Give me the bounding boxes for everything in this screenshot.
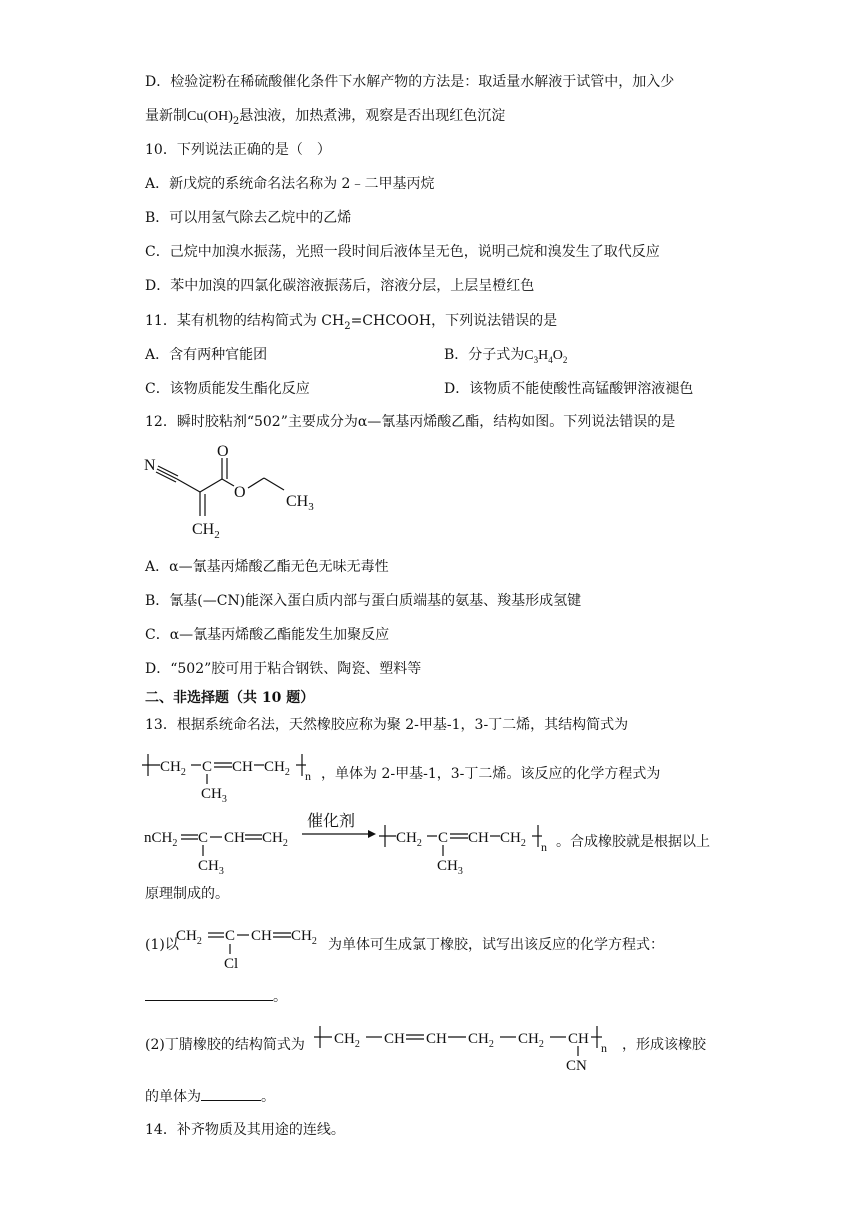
svg-text:n: n <box>541 840 547 854</box>
svg-text:n: n <box>601 1041 607 1055</box>
q10-stem: 10．下列说法正确的是（ ） <box>145 142 331 158</box>
svg-text:C: C <box>225 928 236 944</box>
q13-part1-post: 为单体可生成氯丁橡胶，试写出该反应的化学方程式： <box>328 937 664 953</box>
svg-text:CH: CH <box>251 928 272 944</box>
q10-option-d: D．苯中加溴的四氯化碳溶液振荡后，溶液分层，上层呈橙红色 <box>145 278 535 294</box>
q13-stem: 13．根据系统命名法，天然橡胶应称为聚 2-甲基-1，3-丁二烯，其结构简式为 <box>145 717 629 733</box>
svg-text:CN: CN <box>566 1058 587 1074</box>
q11-stem-sub: 2 <box>344 320 351 332</box>
svg-text:CH2: $CH_2$ <box>500 830 526 849</box>
q12-label-ch2: $CH_2$ <box>192 521 220 541</box>
q13-part1-answer-blank[interactable] <box>145 986 273 1001</box>
q13-after-equation: 。合成橡胶就是根据以上 <box>556 834 710 850</box>
svg-text:CH2: $CH_2$ <box>334 1031 360 1050</box>
q13-part1-pre: (1)以 <box>145 937 179 953</box>
q13-part2-end: 。 <box>261 1089 275 1105</box>
q11-b-formula: $C_3H_4O_2$ <box>524 348 568 365</box>
q12-label-ch3: $CH_3$ <box>286 493 314 513</box>
q9-option-d-line1: D．检验淀粉在稀硫酸催化条件下水解产物的方法是：取适量水解液于试管中，加入少 <box>145 74 675 90</box>
q11-stem-pre: 11．某有机物的结构简式为 CH <box>145 313 345 329</box>
svg-text:CH2: $CH_2$ <box>262 830 288 849</box>
q13-part1-answer-line <box>145 986 287 1007</box>
q13-part2-line2-text: 的单体为 <box>145 1089 201 1105</box>
q12-option-a: A．α—氰基丙烯酸乙酯无色无味无毒性 <box>145 559 389 575</box>
svg-text:CH2: $CH_2$ <box>396 830 422 849</box>
q13-chloroprene-monomer <box>174 918 330 974</box>
q9-option-d-line2 <box>145 106 505 132</box>
q12-label-n: N <box>144 457 156 474</box>
svg-text:CH3: $CH_3$ <box>198 858 224 874</box>
q13-natural-rubber-formula <box>140 746 320 804</box>
svg-text:CH2: $CH_2$ <box>291 928 317 947</box>
svg-text:C: C <box>438 830 449 846</box>
svg-text:C: C <box>202 759 213 775</box>
svg-text:CH: CH <box>426 1031 447 1047</box>
svg-text:n: n <box>305 769 311 783</box>
q12-structure-diagram <box>140 440 340 545</box>
q13-reaction-equation <box>140 806 560 874</box>
svg-text:CH2: $CH_2$ <box>160 759 186 778</box>
q11-option-d: D．该物质不能使酸性高锰酸钾溶液褪色 <box>444 381 694 397</box>
q9-d-pre: 量新制 <box>145 108 187 124</box>
q12-stem: 12．瞬时胶粘剂“502”主要成分为α—氰基丙烯酸乙酯，结构如图。下列说法错误的是 <box>145 414 676 430</box>
svg-text:CH: CH <box>384 1031 405 1047</box>
q11-option-a: A．含有两种官能团 <box>145 347 268 363</box>
q13-part2-post: ，形成该橡胶 <box>622 1037 706 1053</box>
section-heading-nonchoice: 二、非选择题（共 10 题） <box>145 690 315 706</box>
svg-text:CH3: $CH_3$ <box>437 858 463 874</box>
q11-stem-post: =CHCOOH，下列说法错误的是 <box>350 313 558 329</box>
q9-d-formula-sub: 2 <box>232 115 240 127</box>
q14-stem: 14．补齐物质及其用途的连线。 <box>145 1122 345 1138</box>
q9-d-post: 悬浊液，加热煮沸，观察是否出现红色沉淀 <box>239 108 506 124</box>
q10-option-b: B．可以用氢气除去乙烷中的乙烯 <box>145 210 352 226</box>
q10-option-c: C．己烷中加溴水振荡，光照一段时间后液体呈无色，说明己烷和溴发生了取代反应 <box>145 244 660 260</box>
q12-label-o-ester: O <box>234 484 246 501</box>
svg-text:CH: CH <box>224 830 245 846</box>
svg-text:CH3: $CH_3$ <box>201 786 227 804</box>
q11-stem <box>145 311 557 337</box>
svg-text:催化剂: 催化剂 <box>307 811 356 830</box>
q12-option-b: B．氰基(—CN)能深入蛋白质内部与蛋白质端基的氨基、羧基形成氢键 <box>145 593 582 609</box>
q11-option-b <box>444 345 567 370</box>
svg-text:CH2: $CH_2$ <box>176 928 202 947</box>
q10-option-a: A．新戊烷的系统命名法名称为 2﹣二甲基丙烷 <box>145 176 435 192</box>
q13-part1-end: 。 <box>273 989 287 1005</box>
svg-text:CH2: $CH_2$ <box>518 1031 544 1050</box>
q9-d-formula: Cu(OH) <box>187 109 233 124</box>
svg-text:CH: CH <box>232 759 253 775</box>
q13-part2-answer-blank[interactable] <box>201 1086 261 1101</box>
svg-text:nCH2: nCH$_2$ <box>144 830 178 849</box>
q13-nitrile-rubber-formula <box>312 1018 626 1076</box>
svg-text:CH: CH <box>568 1031 589 1047</box>
q13-part2-line2 <box>145 1086 275 1107</box>
q12-label-o-carbonyl: O <box>217 443 229 460</box>
q13-after-polymer: ，单体为 2-甲基-1，3-丁二烯。该反应的化学方程式为 <box>321 766 661 782</box>
q13-line-end: 原理制成的。 <box>145 886 229 902</box>
svg-text:CH2: $CH_2$ <box>468 1031 494 1050</box>
q13-part2-pre: (2)丁腈橡胶的结构简式为 <box>145 1037 305 1053</box>
svg-text:C: C <box>198 830 209 846</box>
q11-option-c: C．该物质能发生酯化反应 <box>145 381 310 397</box>
q11-b-pre: B．分子式为 <box>444 347 525 363</box>
q12-option-c: C．α—氰基丙烯酸乙酯能发生加聚反应 <box>145 627 390 643</box>
svg-text:CH: CH <box>468 830 489 846</box>
svg-text:CH2: $CH_2$ <box>264 759 290 778</box>
q12-option-d: D．“502”胶可用于粘合钢铁、陶瓷、塑料等 <box>145 661 422 677</box>
svg-text:Cl: Cl <box>224 956 239 972</box>
